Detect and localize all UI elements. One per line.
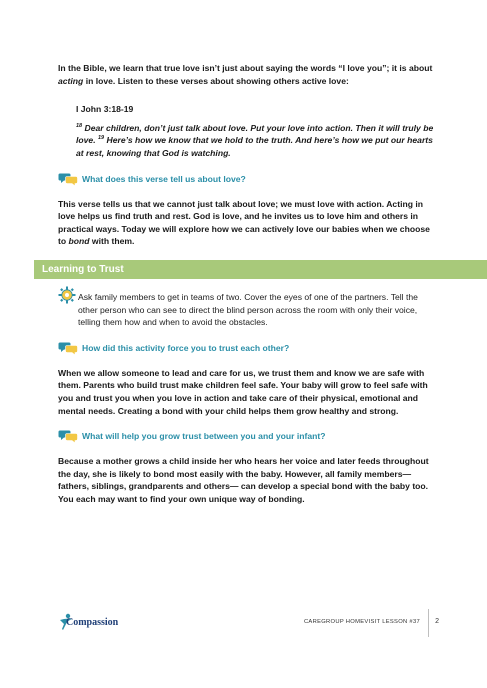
verse-text-18: Dear children, don’t just talk about love. Put your love into action. Then it will truly be love. xyxy=(76,122,434,146)
question-text: What does this verse tell us about love? xyxy=(82,173,246,184)
lesson-label: CAREGROUP HOMEVISIT LESSON #37 xyxy=(303,619,420,625)
footer-divider xyxy=(428,609,429,637)
discussion-question-2 xyxy=(58,341,437,355)
intro-paragraph xyxy=(58,62,437,87)
intro-emphasis: acting xyxy=(58,75,84,86)
intro-text-2: in love. Listen to these verses about showing others active love: xyxy=(83,75,349,86)
verse-text-19: Here’s how we know that we hold to the truth. And here’s how we put our hearts at rest, knowing that God is watching. xyxy=(76,135,433,158)
paragraph1-emphasis: bond xyxy=(68,236,90,247)
question-text: What will help you grow trust between you and your infant? xyxy=(82,431,326,442)
intro-text-1: In the Bible, we learn that true love isn’t just about saying the words “I love you”; it is about xyxy=(58,63,433,73)
activity-text: Ask family members to get in teams of two. Cover the eyes of one of the partners. Tell the other person who can see to direct the blind person across the room with only their voice, telling them how and when to avoid the obstacles. xyxy=(78,291,418,328)
verse-number-19: 19 xyxy=(97,135,105,142)
verse-reference: I John 3:18-19 xyxy=(76,104,134,115)
verse-number-18: 18 xyxy=(76,122,83,129)
question-text: How did this activity force you to trust each other? xyxy=(82,342,290,353)
bible-verse xyxy=(76,103,437,159)
trust-paragraph: When we allow someone to lead and care for us, we trust them and know we are safe with them. Parents who build trust make children feel safe. Your baby will grow to feel safe with you and trust you when you love in action and take care of their physical, emotional and mental needs. Creating a bond with your child helps them grow healthy and strong. xyxy=(58,367,428,416)
discussion-bubbles-icon xyxy=(58,172,78,186)
verse-text xyxy=(76,122,437,160)
paragraph1-text-2: with them. xyxy=(89,236,135,247)
paragraph1-text-1: This verse tells us that we cannot just talk about love; we must love with action. Acting in love helps us find truth and rest. God is love, and he invites us to love him and others in practical ways. Today we will explore how we can actively love our babies when we choose to xyxy=(58,198,430,247)
discussion-bubbles-icon xyxy=(58,341,78,355)
bonding-paragraph: Because a mother grows a child inside her who hears her voice and later feeds throughout the day, she is likely to bond most easily with the baby. However, all family members—fathers, siblings, grandparents and others— can develop a special bond with the baby too. You each may want to find your own unique way of bonding. xyxy=(58,456,429,504)
activity-instruction xyxy=(58,291,437,329)
page-number: 2 xyxy=(435,618,439,625)
gear-activity-icon xyxy=(58,286,76,304)
section-header xyxy=(34,260,487,279)
logo-text: Compassion xyxy=(66,617,119,628)
discussion-bubbles-icon xyxy=(58,429,78,443)
discussion-question-1 xyxy=(58,172,437,186)
discussion-question-3 xyxy=(58,429,437,443)
section-title: Learning to Trust xyxy=(42,263,124,275)
page-footer xyxy=(0,605,487,635)
page-content xyxy=(42,62,437,517)
verse-explanation-paragraph xyxy=(58,198,437,248)
